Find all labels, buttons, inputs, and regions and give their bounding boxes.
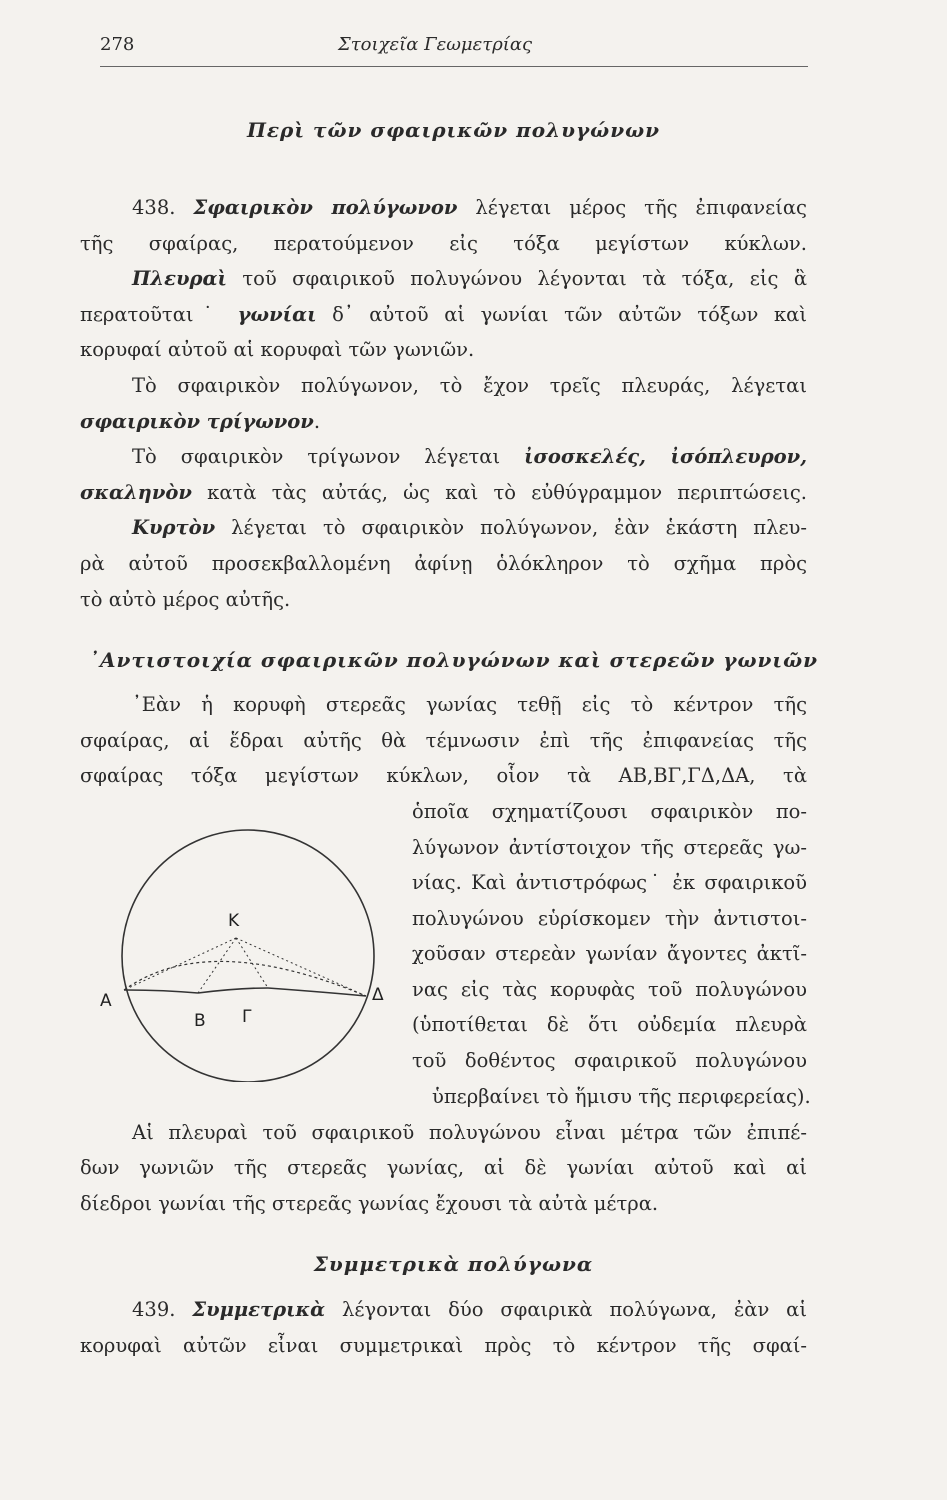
label-K: K xyxy=(228,911,240,931)
paragraph-line: ρὰ αὐτοῦ προσεκβαλλομένη ἀφίνῃ ὁλόκληρον τὸ σχῆμα πρὸς xyxy=(80,552,807,575)
paragraph-line: νίας. Καὶ ἀντιστρόφως˙ ἐκ σφαιρικοῦ xyxy=(412,871,807,894)
paragraph-line: 439. Συμμετρικὰ λέγονται δύο σφαιρικὰ πολύγωνα, ἐὰν αἱ xyxy=(132,1298,807,1321)
paragraph-line: σφαίρας τόξα μεγίστων κύκλων, οἷον τὰ ΑΒ,ΒΓ,ΓΔ,ΔΑ, τὰ xyxy=(80,764,807,787)
paragraph-line: τοῦ δοθέντος σφαιρικοῦ πολυγώνου xyxy=(412,1049,807,1072)
radius-KB xyxy=(198,938,236,993)
paragraph-line: κορυφαί αὐτοῦ αἱ κορυφαὶ τῶν γωνιῶν. xyxy=(80,338,475,361)
term-symmetric: Συμμετρικὰ xyxy=(192,1298,326,1321)
paragraph-line: ὑπερβαίνει τὸ ἥμισυ τῆς περιφερείας). xyxy=(432,1085,811,1108)
radius-KD xyxy=(236,938,366,996)
paragraph-line: (ὑποτίθεται δὲ ὅτι οὐδεμία πλευρὰ xyxy=(412,1013,807,1036)
section-heading-correspondence: ᾿Αντιστοιχία σφαιρικῶν πολυγώνων καὶ στερεῶν γωνιῶν xyxy=(88,648,819,672)
paragraph-line: δων γωνιῶν τῆς στερεᾶς γωνίας, αἱ δὲ γωνίαι αὐτοῦ καὶ αἱ xyxy=(80,1156,807,1179)
paragraph-line: σφαιρικὸν τρίγωνον. xyxy=(80,410,321,433)
term-angles: γωνίαι xyxy=(237,303,317,326)
label-G: Γ xyxy=(242,1007,252,1027)
paragraph-line: Τὸ σφαιρικὸν τρίγωνον λέγεται ἰσοσκελές, ἰσόπλευρον, xyxy=(132,445,807,468)
label-B: B xyxy=(194,1011,206,1031)
arc-AB xyxy=(124,990,198,993)
term-convex: Κυρτὸν xyxy=(132,516,216,539)
paragraph-line: δίεδροι γωνίαι τῆς στερεᾶς γωνίας ἔχουσι τὰ αὐτὰ μέτρα. xyxy=(80,1192,659,1215)
label-D: Δ xyxy=(372,985,384,1005)
page-number: 278 xyxy=(100,34,135,55)
radius-KA xyxy=(124,938,236,990)
paragraph-line: ᾿Εὰν ἡ κορυφὴ στερεᾶς γωνίας τεθῇ εἰς τὸ κέντρον τῆς xyxy=(132,693,807,716)
arc-BG xyxy=(198,988,268,993)
paragraph-line: τῆς σφαίρας, περατούμενον εἰς τόξα μεγίστων κύκλων. xyxy=(80,232,807,255)
paragraph-line: νας εἰς τὰς κορυφὰς τοῦ πολυγώνου xyxy=(412,978,807,1001)
term-spherical-triangle: σφαιρικὸν τρίγωνον xyxy=(80,410,314,433)
term-sides: Πλευραὶ xyxy=(132,267,227,290)
paragraph-line: τὸ αὐτὸ μέρος αὐτῆς. xyxy=(80,588,291,611)
paragraph-line: Κυρτὸν λέγεται τὸ σφαιρικὸν πολύγωνον, ἐὰν ἑκάστη πλευ- xyxy=(132,516,807,539)
paragraph-line: πολυγώνου εὑρίσκομεν τὴν ἀντιστοι- xyxy=(412,907,807,930)
term-spherical-polygon: Σφαιρικὸν πολύγωνον xyxy=(193,196,458,219)
paragraph-line: σφαίρας, αἱ ἕδραι αὐτῆς θὰ τέμνωσιν ἐπὶ τῆς ἐπιφανείας τῆς xyxy=(80,729,807,752)
header-rule xyxy=(100,66,808,67)
running-title: Στοιχεῖα Γεωμετρίας xyxy=(338,34,533,55)
spherical-polygon-figure xyxy=(88,812,408,1082)
section-heading-symmetric-polygons: Συμμετρικὰ πολύγωνα xyxy=(313,1252,594,1276)
section-heading-spherical-polygons: Περὶ τῶν σφαιρικῶν πολυγώνων xyxy=(246,118,661,142)
label-A: A xyxy=(100,991,112,1011)
paragraph-line: Αἱ πλευραὶ τοῦ σφαιρικοῦ πολυγώνου εἶναι μέτρα τῶν ἐπιπέ- xyxy=(132,1121,807,1144)
paragraph-line: σκαληνὸν κατὰ τὰς αὐτάς, ὡς καὶ τὸ εὐθύγραμμον περιπτώσεις. xyxy=(80,481,807,504)
paragraph-line: 438. Σφαιρικὸν πολύγωνον λέγεται μέρος τῆς ἐπιφανείας xyxy=(132,196,807,219)
paragraph-line: κορυφαὶ αὐτῶν εἶναι συμμετρικαὶ πρὸς τὸ κέντρον τῆς σφαί- xyxy=(80,1334,807,1357)
term-isosceles-equilateral: ἰσοσκελές, ἰσόπλευρον, xyxy=(524,445,807,468)
paragraph-line: ὁποῖα σχηματίζουσι σφαιρικὸν πο- xyxy=(412,800,807,823)
paragraph-line: Τὸ σφαιρικὸν πολύγωνον, τὸ ἔχον τρεῖς πλευράς, λέγεται xyxy=(132,374,807,397)
paragraph-line: περατοῦται˙ γωνίαι δ᾿ αὐτοῦ αἱ γωνίαι τῶν αὐτῶν τόξων καὶ xyxy=(80,303,807,326)
paragraph-line: χοῦσαν στερεὰν γωνίαν ἄγοντες ἀκτῖ- xyxy=(412,942,807,965)
paragraph-line: λύγωνον ἀντίστοιχον τῆς στερεᾶς γω- xyxy=(412,836,807,859)
term-scalene: σκαληνὸν xyxy=(80,481,192,504)
paragraph-line: Πλευραὶ τοῦ σφαιρικοῦ πολυγώνου λέγονται τὰ τόξα, εἰς ἃ xyxy=(132,267,807,290)
